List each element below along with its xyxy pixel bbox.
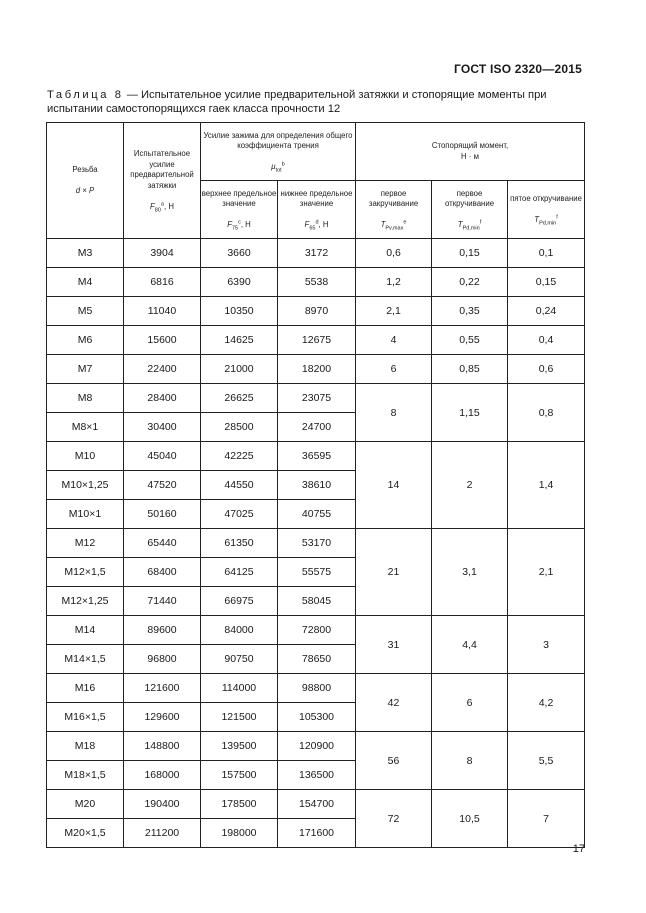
- cell-first-tightening: 72: [356, 790, 432, 848]
- cell-upper-limit: 26625: [201, 384, 278, 413]
- header-first-loosening: [432, 181, 508, 239]
- header-test-force: [124, 123, 201, 239]
- cell-thread: M8×1: [47, 413, 124, 442]
- cell-first-loosening: 0,55: [432, 326, 508, 355]
- cell-upper-limit: 64125: [201, 558, 278, 587]
- header-clamp-symbol: μ: [271, 162, 276, 171]
- cell-test-force: 96800: [124, 645, 201, 674]
- cell-thread: M8: [47, 384, 124, 413]
- cell-upper-limit: 44550: [201, 471, 278, 500]
- cell-upper-limit: 14625: [201, 326, 278, 355]
- header-test-force-sup: a: [160, 200, 164, 207]
- cell-test-force: 3904: [124, 239, 201, 268]
- cell-test-force: 68400: [124, 558, 201, 587]
- cell-fifth-loosening: 2,1: [508, 529, 585, 616]
- cell-test-force: 211200: [124, 819, 201, 848]
- table-row: [47, 442, 585, 471]
- cell-upper-limit: 6390: [201, 268, 278, 297]
- cell-thread: M16: [47, 674, 124, 703]
- cell-test-force: 11040: [124, 297, 201, 326]
- cell-thread: M12: [47, 529, 124, 558]
- cell-fifth-loosening: 7: [508, 790, 585, 848]
- cell-lower-limit: 55575: [278, 558, 356, 587]
- cell-lower-limit: 120900: [278, 732, 356, 761]
- header-torque-unit: Н · м: [461, 151, 479, 161]
- table-row: [47, 384, 585, 413]
- cell-upper-limit: 84000: [201, 616, 278, 645]
- cell-test-force: 148800: [124, 732, 201, 761]
- cell-fifth-loosening: 1,4: [508, 442, 585, 529]
- header-first-off-sup: f: [479, 219, 482, 226]
- cell-first-loosening: 1,15: [432, 384, 508, 442]
- cell-first-tightening: 56: [356, 732, 432, 790]
- header-fifth-loosening: [508, 181, 585, 239]
- cell-upper-limit: 121500: [201, 703, 278, 732]
- cell-first-tightening: 8: [356, 384, 432, 442]
- cell-thread: M20×1,5: [47, 819, 124, 848]
- cell-first-tightening: 14: [356, 442, 432, 529]
- cell-thread: M12×1,25: [47, 587, 124, 616]
- cell-first-loosening: 8: [432, 732, 508, 790]
- table-row: [47, 297, 585, 326]
- cell-thread: M4: [47, 268, 124, 297]
- cell-upper-limit: 139500: [201, 732, 278, 761]
- cell-thread: M6: [47, 326, 124, 355]
- cell-upper-limit: 10350: [201, 297, 278, 326]
- cell-fifth-loosening: 0,24: [508, 297, 585, 326]
- cell-lower-limit: 171600: [278, 819, 356, 848]
- cell-fifth-loosening: 0,8: [508, 384, 585, 442]
- cell-first-loosening: 0,15: [432, 239, 508, 268]
- cell-thread: M12×1,5: [47, 558, 124, 587]
- cell-lower-limit: 136500: [278, 761, 356, 790]
- header-thread-label: Резьба: [72, 164, 98, 174]
- header-first-on-sub: Pv,max: [385, 225, 404, 232]
- cell-test-force: 22400: [124, 355, 201, 384]
- header-first-off-sub: Pd,min: [462, 225, 480, 232]
- cell-test-force: 45040: [124, 442, 201, 471]
- cell-test-force: 50160: [124, 500, 201, 529]
- cell-test-force: 168000: [124, 761, 201, 790]
- header-thread: [47, 123, 124, 239]
- header-upper-sup: c: [238, 219, 241, 226]
- torque-table: [46, 122, 585, 848]
- cell-test-force: 71440: [124, 587, 201, 616]
- cell-test-force: 47520: [124, 471, 201, 500]
- cell-upper-limit: 178500: [201, 790, 278, 819]
- cell-test-force: 30400: [124, 413, 201, 442]
- header-test-force-sub: 80: [154, 207, 161, 214]
- cell-first-tightening: 4: [356, 326, 432, 355]
- header-upper-unit: , Н: [240, 220, 251, 229]
- cell-test-force: 28400: [124, 384, 201, 413]
- table-row: [47, 674, 585, 703]
- table-body: [47, 239, 585, 848]
- cell-test-force: 15600: [124, 326, 201, 355]
- cell-thread: M7: [47, 355, 124, 384]
- cell-first-loosening: 4,4: [432, 616, 508, 674]
- cell-lower-limit: 154700: [278, 790, 356, 819]
- cell-lower-limit: 40755: [278, 500, 356, 529]
- cell-fifth-loosening: 3: [508, 616, 585, 674]
- cell-lower-limit: 5538: [278, 268, 356, 297]
- header-test-force-symbol: F: [150, 201, 155, 211]
- cell-thread: M3: [47, 239, 124, 268]
- cell-lower-limit: 98800: [278, 674, 356, 703]
- table-row: [47, 355, 585, 384]
- header-first-on-symbol: T: [380, 220, 386, 229]
- table-row: [47, 616, 585, 645]
- cell-lower-limit: 36595: [278, 442, 356, 471]
- header-test-force-label: Испытательное усилие предварительной затяжки: [130, 149, 194, 190]
- cell-lower-limit: 78650: [278, 645, 356, 674]
- cell-lower-limit: 53170: [278, 529, 356, 558]
- table-row: [47, 732, 585, 761]
- cell-first-loosening: 10,5: [432, 790, 508, 848]
- page-number: 17: [572, 843, 585, 855]
- table-caption-lead: Таблица 8: [47, 89, 124, 101]
- cell-first-tightening: 31: [356, 616, 432, 674]
- table-row: [47, 326, 585, 355]
- cell-test-force: 89600: [124, 616, 201, 645]
- header-lower-symbol: F: [304, 220, 310, 229]
- header-torque-label: Стопорящий момент,: [431, 141, 509, 150]
- cell-first-tightening: 6: [356, 355, 432, 384]
- cell-thread: M20: [47, 790, 124, 819]
- cell-upper-limit: 21000: [201, 355, 278, 384]
- cell-lower-limit: 38610: [278, 471, 356, 500]
- cell-lower-limit: 24700: [278, 413, 356, 442]
- cell-lower-limit: 3172: [278, 239, 356, 268]
- cell-fifth-loosening: 0,1: [508, 239, 585, 268]
- cell-upper-limit: 66975: [201, 587, 278, 616]
- header-fifth-off-label: пятое откручивание: [510, 193, 582, 203]
- header-clamp-label: Усилие зажима для определения общего коэффициента трения: [203, 130, 353, 150]
- table-header: [47, 123, 585, 239]
- cell-fifth-loosening: 0,4: [508, 326, 585, 355]
- header-locking-torque: [356, 123, 585, 181]
- cell-thread: M5: [47, 297, 124, 326]
- cell-upper-limit: 42225: [201, 442, 278, 471]
- cell-first-loosening: 2: [432, 442, 508, 529]
- standard-number: ГОСТ ISO 2320—2015: [453, 62, 582, 76]
- header-clamp-sub: tot: [275, 167, 282, 174]
- header-lower-sup: d: [315, 219, 319, 226]
- cell-thread: M10: [47, 442, 124, 471]
- cell-first-tightening: 2,1: [356, 297, 432, 326]
- cell-upper-limit: 90750: [201, 645, 278, 674]
- cell-fifth-loosening: 5,5: [508, 732, 585, 790]
- cell-upper-limit: 157500: [201, 761, 278, 790]
- header-thread-symbol: d × P: [75, 185, 95, 195]
- cell-lower-limit: 105300: [278, 703, 356, 732]
- cell-thread: M18: [47, 732, 124, 761]
- cell-lower-limit: 12675: [278, 326, 356, 355]
- cell-thread: M10×1,25: [47, 471, 124, 500]
- header-clamp-force: [201, 123, 356, 181]
- cell-first-tightening: 21: [356, 529, 432, 616]
- cell-test-force: 129600: [124, 703, 201, 732]
- cell-lower-limit: 72800: [278, 616, 356, 645]
- cell-lower-limit: 18200: [278, 355, 356, 384]
- header-lower-limit: [278, 181, 356, 239]
- cell-first-loosening: 3,1: [432, 529, 508, 616]
- header-upper-label: верхнее предельное значение: [201, 188, 277, 208]
- cell-fifth-loosening: 4,2: [508, 674, 585, 732]
- table-caption-text: — Испытательное усилие предварительной затяжки и стопорящие моменты при испытании самостопорящихся гаек класса прочности 12: [47, 89, 547, 115]
- header-test-force-unit: , Н: [163, 201, 174, 211]
- cell-thread: M18×1,5: [47, 761, 124, 790]
- header-first-off-symbol: T: [457, 220, 463, 229]
- cell-upper-limit: 114000: [201, 674, 278, 703]
- cell-thread: M10×1: [47, 500, 124, 529]
- cell-first-loosening: 0,85: [432, 355, 508, 384]
- header-fifth-off-symbol: T: [534, 214, 540, 224]
- cell-first-loosening: 0,35: [432, 297, 508, 326]
- header-first-off-label: первое откручивание: [444, 188, 495, 208]
- header-upper-limit: [201, 181, 278, 239]
- cell-upper-limit: 198000: [201, 819, 278, 848]
- header-upper-sub: 75: [231, 225, 239, 232]
- cell-upper-limit: 47025: [201, 500, 278, 529]
- cell-first-tightening: 1,2: [356, 268, 432, 297]
- cell-first-tightening: 42: [356, 674, 432, 732]
- header-first-tightening: [356, 181, 432, 239]
- cell-test-force: 65440: [124, 529, 201, 558]
- cell-fifth-loosening: 0,15: [508, 268, 585, 297]
- cell-test-force: 190400: [124, 790, 201, 819]
- header-first-on-sup: e: [403, 219, 407, 226]
- cell-upper-limit: 3660: [201, 239, 278, 268]
- table-row: [47, 239, 585, 268]
- cell-upper-limit: 28500: [201, 413, 278, 442]
- cell-test-force: 6816: [124, 268, 201, 297]
- cell-first-loosening: 6: [432, 674, 508, 732]
- header-first-on-label: первое закручивание: [368, 188, 419, 208]
- table-caption: [47, 89, 587, 116]
- cell-test-force: 121600: [124, 674, 201, 703]
- header-lower-sub: 65: [309, 225, 316, 232]
- header-upper-symbol: F: [227, 220, 232, 229]
- cell-first-tightening: 0,6: [356, 239, 432, 268]
- table-row: [47, 790, 585, 819]
- cell-thread: M14×1,5: [47, 645, 124, 674]
- header-fifth-off-sup: f: [556, 214, 558, 221]
- cell-lower-limit: 23075: [278, 384, 356, 413]
- header-clamp-sup: b: [281, 161, 285, 168]
- table-row: [47, 529, 585, 558]
- header-lower-unit: , Н: [318, 220, 329, 229]
- cell-first-loosening: 0,22: [432, 268, 508, 297]
- cell-upper-limit: 61350: [201, 529, 278, 558]
- cell-fifth-loosening: 0,6: [508, 355, 585, 384]
- cell-thread: M14: [47, 616, 124, 645]
- cell-lower-limit: 8970: [278, 297, 356, 326]
- header-fifth-off-sub: Pd,min: [539, 220, 557, 227]
- table-row: [47, 268, 585, 297]
- cell-thread: M16×1,5: [47, 703, 124, 732]
- header-lower-label: нижнее предельное значение: [280, 188, 353, 208]
- cell-lower-limit: 58045: [278, 587, 356, 616]
